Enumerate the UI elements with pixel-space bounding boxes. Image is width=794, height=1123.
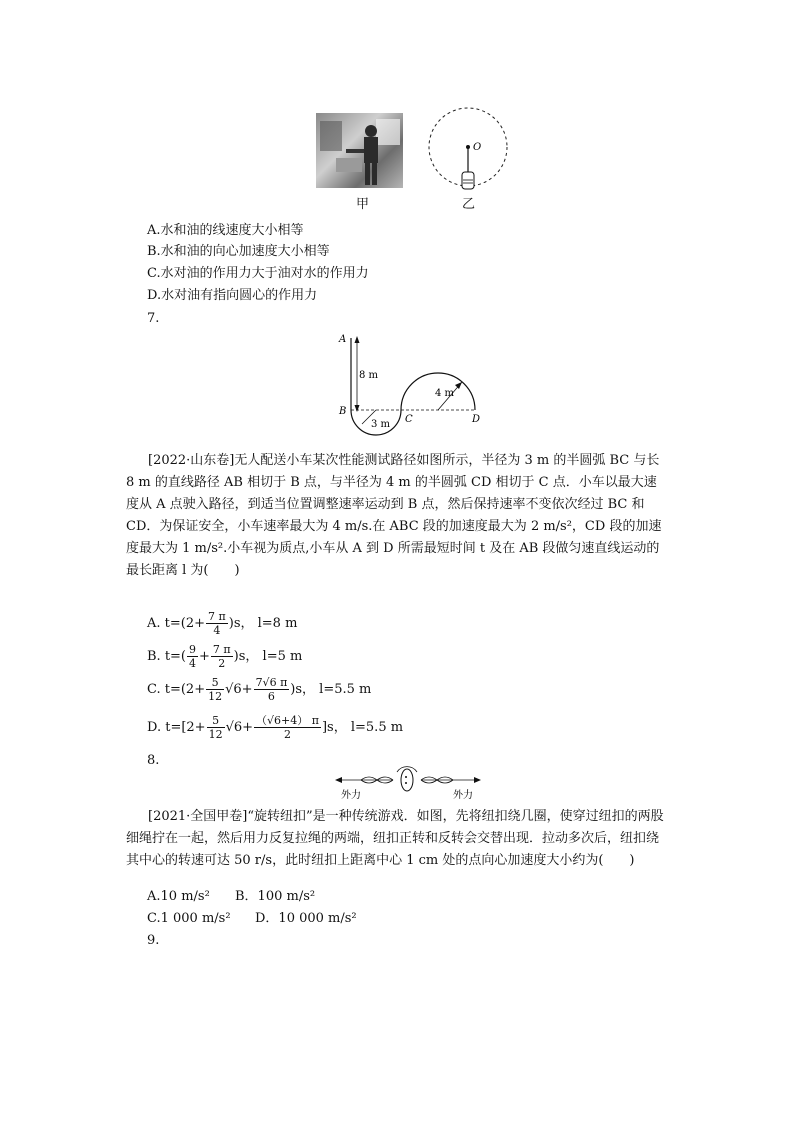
svg-text:外力: 外力 — [453, 790, 473, 801]
q7-option-d: D. t=[2+ $\frac{5}{12}$ √6+ $\frac{(√6+4) \pi}{2}$ ]s， l=5.5 m — [147, 714, 404, 741]
q8-option-d: D．10 000 m/s² — [255, 911, 357, 926]
svg-text:3 m: 3 m — [371, 419, 391, 430]
q7-option-c: C. t=(2+ $\frac{5}{12}$ √6+ $\frac{7√6 \pi}{6}$ )s， l=5.5 m — [147, 676, 372, 703]
q7-stem: [2022·山东卷]无人配送小车某次性能测试路径如图所示，半径为 3 m 的半圆弧 BC 与长 8 m 的直线路径 AB 相切于 B 点，与半径为 4 m 的半圆弧 CD 相切于 C 点．小车以最大速度从 A 点驶入路径，到适当位置调整速率运动到 B 点，然后保持速率不变依次经过 BC 和 CD．为保证安全，小车速率最大为 4 m/s.在 ABC 段的加速度最大为 2 m/s²，CD 段的加速度最大为 1 m/s².小车视为质点,小车从 A 到 D 所需最短时间 t 及在 AB 段做匀速直线运动的最长距离 l 为( ) — [126, 453, 662, 578]
q8-number: 8. — [147, 753, 160, 768]
svg-text:D: D — [472, 414, 481, 425]
q8-stem: [2021·全国甲卷]“旋转纽扣”是一种传统游戏．如图，先将纽扣绕几圈，使穿过纽扣的两股细绳拧在一起，然后用力反复拉绳的两端，纽扣正转和反转会交替出现．拉动多次后，纽扣绕其中心的转速可达 50 r/s，此时纽扣上距离中心 1 cm 处的点向心加速度大小约为( ) — [126, 809, 664, 868]
q6-option-a: A.水和油的线速度大小相等 — [147, 223, 304, 238]
svg-text:4 m: 4 m — [435, 388, 455, 399]
q7-option-a: A. t=(2+ $\frac{7 \pi}{4}$ )s， l=8 m — [147, 610, 298, 637]
q7-option-b: B. t=( $\frac{9}{4}$ + $\frac{7 \pi}{2}$ )s， l=5 m — [147, 643, 303, 670]
fig-label-yi: 乙 — [462, 197, 476, 212]
q8-option-b: B．100 m/s² — [235, 889, 316, 904]
q7-number: 7. — [147, 311, 160, 326]
fig-label-jia: 甲 — [356, 197, 370, 212]
q6-option-b: B.水和油的向心加速度大小相等 — [147, 244, 330, 259]
q6-option-c: C.水对油的作用力大于油对水的作用力 — [147, 266, 369, 281]
astronaut-photo — [316, 113, 403, 188]
svg-text:A: A — [339, 334, 347, 345]
q6-option-d: D.水对油有指向圆心的作用力 — [147, 288, 318, 303]
svg-text:外力: 外力 — [341, 790, 361, 801]
svg-text:C: C — [405, 414, 413, 425]
q7-path-figure — [335, 330, 495, 440]
q8-button-figure — [333, 766, 485, 802]
point-o-label: O — [473, 142, 482, 153]
q8-option-c: C.1 000 m/s² — [147, 911, 231, 926]
q9-number: 9. — [147, 933, 160, 948]
svg-text:8 m: 8 m — [359, 370, 379, 381]
q8-option-a: A.10 m/s² — [147, 889, 210, 904]
svg-text:B: B — [339, 406, 347, 417]
